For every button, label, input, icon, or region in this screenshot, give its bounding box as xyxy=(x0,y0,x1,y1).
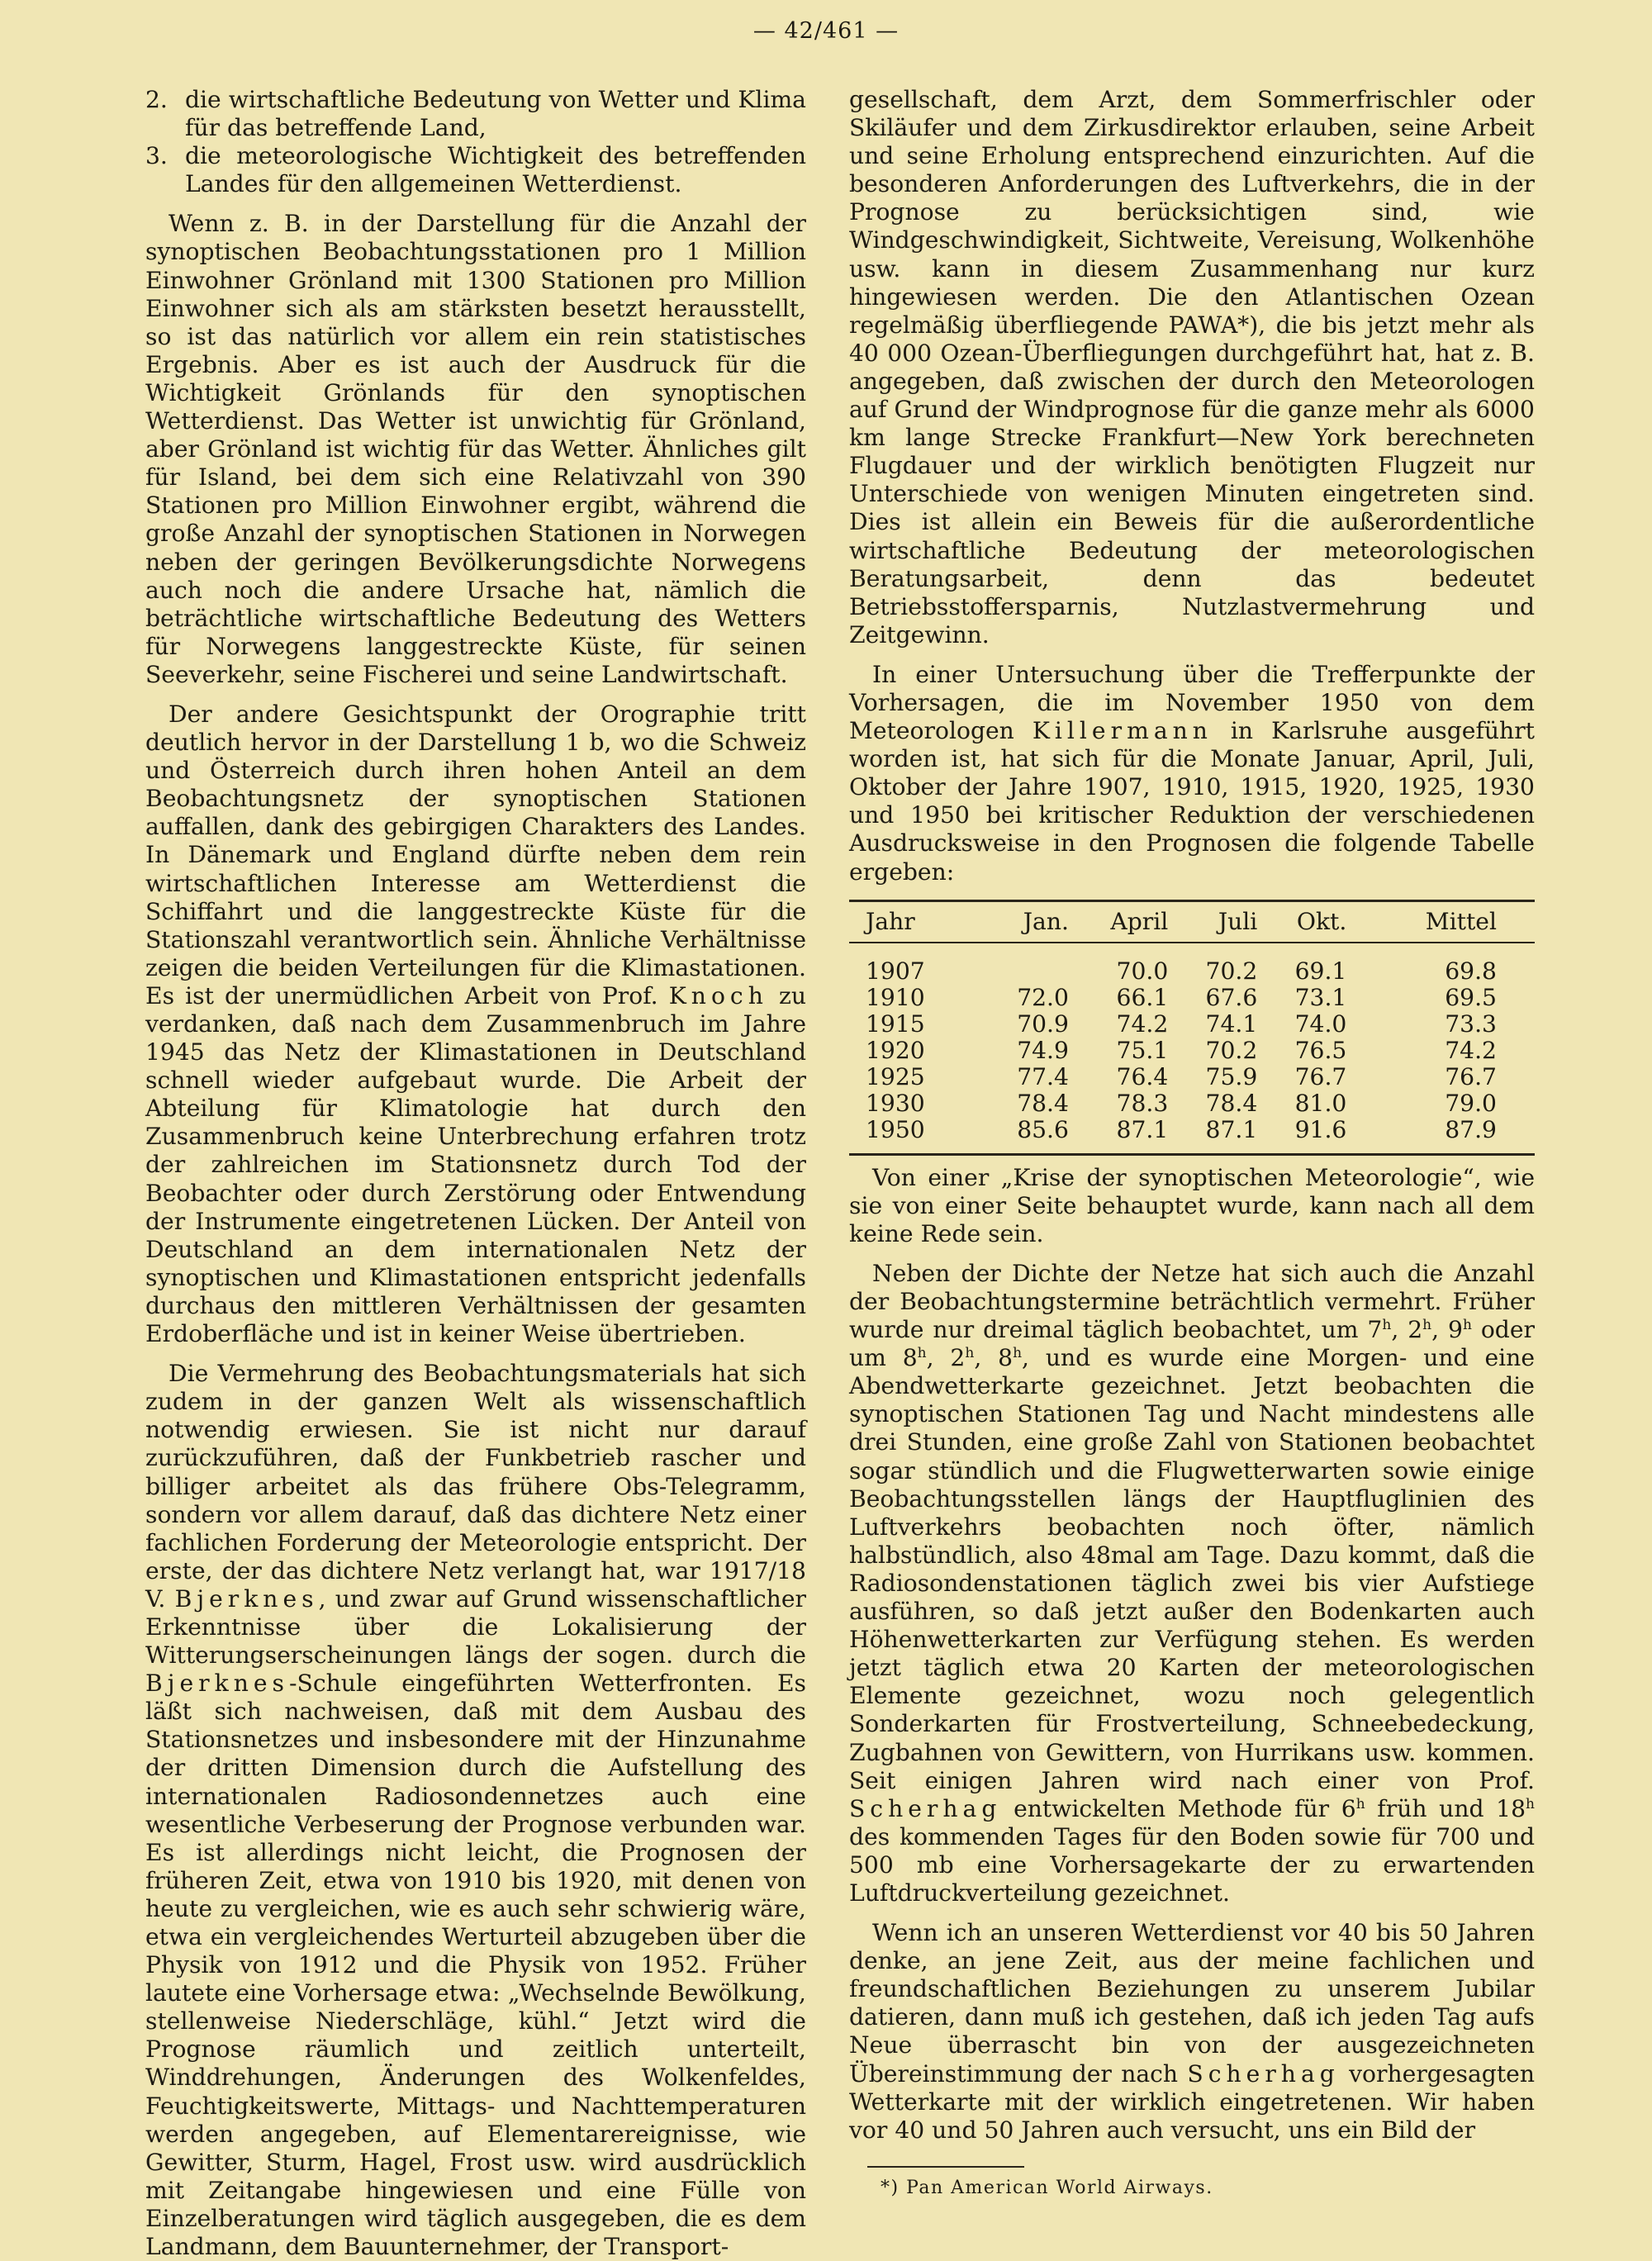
table-cell: 66.1 xyxy=(1116,983,1169,1011)
author-name-scherhag: Scherhag xyxy=(849,1794,1002,1822)
table-cell: 74.9 xyxy=(1017,1036,1069,1064)
table-cell: 79.0 xyxy=(1445,1089,1497,1117)
table-cell: 76.5 xyxy=(1294,1036,1347,1064)
table-cell: 73.1 xyxy=(1294,983,1347,1011)
table-cell: 1920 xyxy=(866,1036,925,1064)
table-header-cell: Jahr xyxy=(849,900,980,943)
table-row xyxy=(849,943,1535,985)
table-cell: 1907 xyxy=(866,957,925,985)
table-cell: 74.0 xyxy=(1294,1009,1347,1038)
paragraph-observation-material: Die Vermehrung des Beobachtungsmaterials hat sich zudem in der ganzen Welt als wissenschaftlich notwendig erwiesen. Sie ist nicht nur darauf zurückzuführen, daß der Funkbetrieb rascher und billiger arbeitet als das frühere Obs-Telegramm, sondern vor allem darauf, daß das dichtere Netz einer fachlichen Forderung der Meteorologie entspricht. Der erste, der das dichtere Netz verlangt hat, war 1917/18 V. Bjerknes, und zwar auf Grund wissenschaftlicher Erkenntnisse über die Lokalisierung der Witterungserscheinungen längs der sogen. durch die Bjerknes-Schule eingeführten Wetterfronten. Es läßt sich nachweisen, daß mit dem Ausbau des Stationsnetzes und insbesondere mit der Hinzunahme der dritten Dimension durch die Aufstellung des internationalen Radiosondennetzes auch eine wesentliche Verbeserung der Prognose verbunden war. Es ist allerdings nicht leicht, die Prognosen der früheren Zeit, etwa von 1910 bis 1920, mit denen von heute zu vergleichen, wie es auch sehr schwierig wäre, etwa ein vergleichendes Werturteil abzugeben über die Physik von 1912 und die Physik von 1952. Früher lautete eine Vorhersage etwa: „Wechselnde Bewölkung, stellenweise Niederschläge, kühl.“ Jetzt wird die Prognose räumlich und zeitlich unterteilt, Winddrehungen, Änderungen des Wolkenfeldes, Feuchtigkeitswerte, Mittags- und Nachttemperaturen werden angegeben, auf Elementarereignisse, wie Gewitter, Sturm, Hagel, Frost usw. wird ausdrücklich mit Zeitangabe hingewiesen und eine Fülle von Einzelberatungen wird täglich ausgegeben, die es dem Landmann, dem Bauunternehmer, der Transport- xyxy=(145,1360,806,2261)
table-row xyxy=(849,1038,1535,1064)
table-header-row xyxy=(849,900,1535,943)
table-cell: 72.0 xyxy=(1017,983,1069,1011)
table-cell: 74.2 xyxy=(1116,1009,1169,1038)
table-cell: 74.2 xyxy=(1445,1036,1497,1064)
table-cell: 87.1 xyxy=(1168,1117,1257,1155)
left-column xyxy=(145,86,806,2261)
table-cell: 76.7 xyxy=(1445,1062,1497,1090)
paragraph-observation-times: Neben der Dichte der Netze hat sich auch die Anzahl der Beobachtungstermine beträchtlich vermehrt. Früher wurde nur dreimal täglich beobachtet, um 7$^h$, 2$^h$, 9$^h$ oder um 8$^h$, 2$^h$, 8$^h$, und es wurde eine Morgen- und eine Abendwetterkarte gezeichnet. Jetzt beobachten die synoptischen Stationen Tag und Nacht mindestens alle drei Stunden, eine große Zahl von Stationen beobachtet sogar stündlich und die Flugwetterwarten sowie einige Beobachtungsstellen längs der Hauptfluglinien des Luftverkehrs beobachten noch öfter, nämlich halbstündlich, also 48mal am Tage. Dazu kommt, daß die Radiosondenstationen täglich zwei bis vier Aufstiege ausführen, so daß jetzt außer den Bodenkarten auch Höhenwetterkarten zur Verfügung stehen. Es werden jetzt täglich etwa 20 Karten der meteorologischen Elemente gezeichnet, wozu noch gelegentlich Sonderkarten für Frostverteilung, Schneebedeckung, Zugbahnen von Gewittern, von Hurrikans usw. kommen. Seit einigen Jahren wird nach einer von Prof. Scherhag entwickelten Methode für 6$^h$ früh und 18$^h$ des kommenden Tages für den Boden sowie für 700 und 500 mb eine Vorhersagekarte der zu erwartenden Luftdruckverteilung gezeichnet. xyxy=(849,1259,1536,1907)
table-cell: 78.3 xyxy=(1116,1089,1169,1117)
table-cell: 81.0 xyxy=(1294,1089,1347,1117)
table-header-cell: Juli xyxy=(1168,900,1257,943)
numbered-list xyxy=(145,86,806,198)
table-cell: 77.4 xyxy=(1017,1062,1069,1090)
page-number: — 42/461 — xyxy=(752,18,900,44)
table-header-cell: Jan. xyxy=(980,900,1069,943)
table-cell: 1950 xyxy=(849,1117,980,1155)
table-row xyxy=(849,985,1535,1011)
table-row xyxy=(849,1117,1535,1155)
table-cell: 75.1 xyxy=(1116,1036,1169,1064)
list-item-3: 3. die meteorologische Wichtigkeit des betreffenden Landes für den allgemeinen Wetterdienst. xyxy=(145,142,806,198)
hit-rate-table xyxy=(849,900,1535,1156)
table-cell: 87.9 xyxy=(1346,1117,1535,1155)
table-cell: 1930 xyxy=(866,1089,925,1117)
author-name-knoch: Knoch xyxy=(668,981,768,1009)
author-name-killermann: Killermann xyxy=(1032,717,1213,745)
table-row xyxy=(849,1011,1535,1038)
paragraph-air-traffic: gesellschaft, dem Arzt, dem Sommerfrischler oder Skiläufer und dem Zirkusdirektor erlauben, seine Arbeit und seine Erholung entsprechend einzurichten. Auf die besonderen Anforderungen des Luftverkehrs, die in der Prognose zu berücksichtigen sind, wie Windgeschwindigkeit, Sichtweite, Vereisung, Wolkenhöhe usw. kann in diesem Zusammenhang nur kurz hingewiesen werden. Die den Atlantischen Ozean regelmäßig überfliegende PAWA*), die bis jetzt mehr als 40 000 Ozean-Überfliegungen durchgeführt hat, hat z. B. angegeben, daß zwischen der durch den Meteorologen auf Grund der Windprognose für die ganze mehr als 6000 km lange Strecke Frankfurt—New York berechneten Flugdauer und der wirklich benötigten Flugzeit nur Unterschiede von wenigen Minuten eingetreten sind. Dies ist allein ein Beweis für die außerordentliche wirtschaftliche Bedeutung der meteorologischen Beratungsarbeit, denn das bedeutet Betriebsstoffersparnis, Nutzlastvermehrung und Zeitgewinn. xyxy=(849,86,1535,648)
table-header-cell: Mittel xyxy=(1346,900,1535,943)
table-cell: 1915 xyxy=(866,1009,925,1038)
table-header-cell: Okt. xyxy=(1257,900,1346,943)
table-cell: 85.6 xyxy=(980,1117,1069,1155)
table-cell: 70.2 xyxy=(1205,1036,1258,1064)
table-cell: 69.5 xyxy=(1445,983,1497,1011)
footnote: *) Pan American World Airways. xyxy=(881,2177,1213,2198)
table-cell: 1910 xyxy=(866,983,925,1011)
table-header-cell: April xyxy=(1069,900,1168,943)
list-item-2: 2. die wirtschaftliche Bedeutung von Wetter und Klima für das betreffende Land, xyxy=(145,86,806,142)
author-name-bjerknes: Bjerknes xyxy=(174,1584,319,1613)
table-cell: 69.8 xyxy=(1445,957,1497,985)
paragraph-orography: Der andere Gesichtspunkt der Orographie tritt deutlich hervor in der Darstellung 1 b, wo die Schweiz und Österreich durch ihren hohen Anteil an dem Beobachtungsnetz der synoptischen Stationen auffallen, dank des gebirgigen Charakters des Landes. In Dänemark und England dürfte neben dem rein wirtschaftlichen Interesse am Wetterdienst die Schiffahrt und die langgestreckte Küste für die Stationszahl verantwortlich sein. Ähnliche Verhältnisse zeigen die beiden Verteilungen für die Klimastationen. Es ist der unermüdlichen Arbeit von Prof. Knoch zu verdanken, daß nach dem Zusammenbruch im Jahre 1945 das Netz der Klimastationen in Deutschland schnell wieder aufgebaut wurde. Die Arbeit der Abteilung für Klimatologie hat durch den Zusammenbruch keine Unterbrechung erfahren trotz der zahlreichen im Stationsnetz durch Tod der Beobachter oder durch Zerstörung oder Entwendung der Instrumente eingetretenen Lücken. Der Anteil von Deutschland an dem internationalen Netz der synoptischen und Klimastationen entspricht jedenfalls durchaus den mittleren Verhältnissen der gesamten Erdoberfläche und ist in keiner Weise übertrieben. xyxy=(145,700,806,1348)
table-cell: 67.6 xyxy=(1205,983,1258,1011)
right-column xyxy=(849,86,1535,2202)
table-cell: 76.7 xyxy=(1294,1062,1347,1090)
table-cell xyxy=(980,943,1069,985)
table-cell: 76.4 xyxy=(1116,1062,1169,1090)
paragraph-greenland: Wenn z. B. in der Darstellung für die Anzahl der synoptischen Beobachtungsstationen pro 1 Million Einwohner Grönland mit 1300 Stationen pro Million Einwohner sich als am stärksten besetzt herausstellt, so ist das natürlich vor allem ein rein statistisches Ergebnis. Aber es ist auch der Ausdruck für die Wichtigkeit Grönlands für den synoptischen Wetterdienst. Das Wetter ist unwichtig für Grönland, aber Grönland ist wichtig für das Wetter. Ähnliches gilt für Island, bei dem sich eine Relativzahl von 390 Stationen pro Million Einwohner ergibt, während die große Anzahl der synoptischen Stationen in Norwegen neben der geringen Bevölkerungsdichte Norwegens auch noch die andere Ursache hat, nämlich die beträchtliche wirtschaftliche Bedeutung des Wetters für Norwegens langgestreckte Küste, für seinen Seeverkehr, seine Fischerei und seine Landwirtschaft. xyxy=(145,210,806,688)
paragraph-recollection: Wenn ich an unseren Wetterdienst vor 40 bis 50 Jahren denke, an jene Zeit, aus der meine fachlichen und freundschaftlichen Beziehungen zu unserem Jubilar datieren, dann muß ich gestehen, daß ich jeden Tag aufs Neue überrascht bin von der ausgezeichneten Übereinstimmung der nach Scherhag vorhergesagten Wetterkarte mit der wirklich eingetretenen. Wir haben vor 40 und 50 Jahren auch versucht, uns ein Bild der xyxy=(849,1919,1535,2144)
table-cell: 78.4 xyxy=(1017,1089,1069,1117)
table-row xyxy=(849,1090,1535,1117)
paragraph-crisis: Von einer „Krise der synoptischen Meteorologie“, wie sie von einer Seite behauptet wurde, kann nach all dem keine Rede sein. xyxy=(849,1163,1535,1247)
footnote-rule xyxy=(867,2166,1024,2168)
table-cell: 70.9 xyxy=(1017,1009,1069,1038)
table-cell: 69.1 xyxy=(1294,957,1347,985)
table-cell: 91.6 xyxy=(1257,1117,1346,1155)
table-cell: 78.4 xyxy=(1205,1089,1258,1117)
paragraph-hit-study: In einer Untersuchung über die Trefferpunkte der Vorhersagen, die im November 1950 von dem Meteorologen Killermann in Karlsruhe ausgeführt worden ist, hat sich für die Monate Januar, April, Juli, Oktober der Jahre 1907, 1910, 1915, 1920, 1925, 1930 und 1950 bei kritischer Reduktion der verschiedenen Ausdrucksweise in den Prognosen die folgende Tabelle ergeben: xyxy=(849,660,1536,886)
table-cell: 75.9 xyxy=(1205,1062,1258,1090)
table-cell: 70.0 xyxy=(1116,957,1169,985)
table-cell: 1925 xyxy=(866,1062,925,1090)
table-cell: 73.3 xyxy=(1445,1009,1497,1038)
author-name-scherhag-2: Scherhag xyxy=(1187,2059,1340,2088)
table-cell: 74.1 xyxy=(1205,1009,1258,1038)
author-name-bjerknes-2: Bjerknes xyxy=(145,1670,289,1698)
table-cell: 87.1 xyxy=(1069,1117,1168,1155)
table-cell: 70.2 xyxy=(1205,957,1258,985)
table-row xyxy=(849,1064,1535,1090)
